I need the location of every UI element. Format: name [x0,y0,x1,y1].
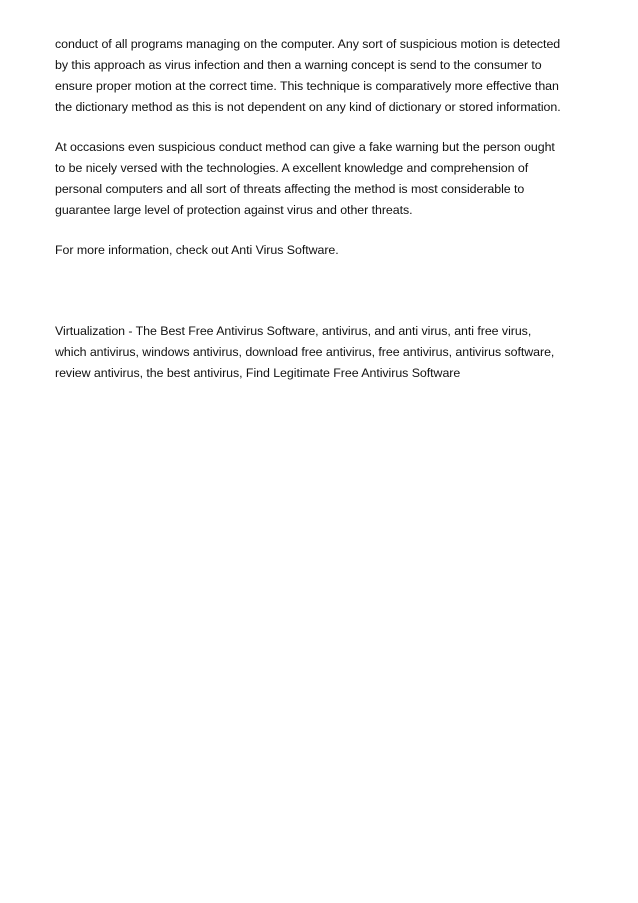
document-body [55,34,595,384]
text-line: At occasions even suspicious conduct method can give a fake warning but the person ought [55,140,555,154]
text-line: conduct of all programs managing on the computer. Any sort of suspicious motion is detected [55,37,561,51]
paragraph-keywords [55,321,595,384]
text-line: Virtualization - The Best Free Antivirus Software, antivirus, and anti virus, anti free virus, [55,324,532,338]
paragraph-spacer [55,118,595,137]
text-line: For more information, check out Anti Virus Software. [55,243,339,257]
paragraph-spacer [55,221,595,240]
paragraph-detection-method [55,34,595,118]
paragraph-more-info [55,240,595,261]
text-line: review antivirus, the best antivirus, Find Legitimate Free Antivirus Software [55,366,461,380]
text-line: ensure proper motion at the correct time. This technique is comparatively more effective than [55,79,559,93]
text-line: which antivirus, windows antivirus, download free antivirus, free antivirus, antivirus software, [55,345,555,359]
paragraph-fake-warning [55,137,595,221]
text-line: guarantee large level of protection against virus and other threats. [55,203,413,217]
text-line: personal computers and all sort of threats affecting the method is most considerable to [55,182,525,196]
text-line: to be nicely versed with the technologies. A excellent knowledge and comprehension of [55,161,529,175]
paragraph-spacer [55,261,595,321]
text-line: the dictionary method as this is not dependent on any kind of dictionary or stored information. [55,100,561,114]
text-line: by this approach as virus infection and then a warning concept is send to the consumer to [55,58,542,72]
